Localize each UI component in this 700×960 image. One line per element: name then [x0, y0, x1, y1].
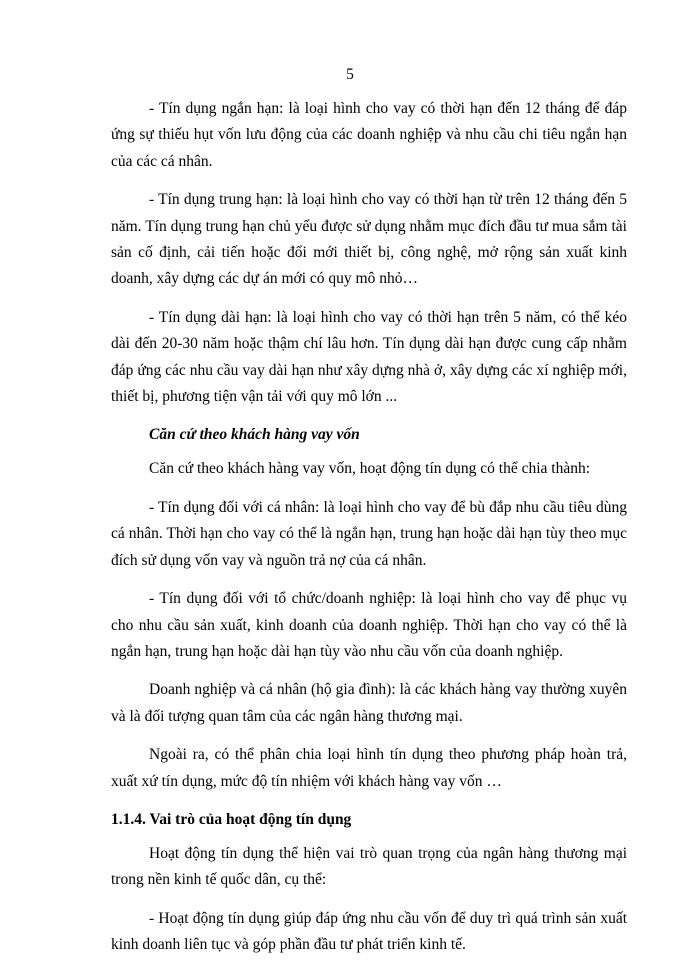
paragraph-medium-term-credit: - Tín dụng trung hạn: là loại hình cho vay có thời hạn từ trên 12 tháng đến 5 năm. Tín dụng trung hạn chủ yếu được sử dụng nhằm mục đích đầu tư mua sắm tài sản cố định, cải tiến hoặc đổi mới thiết bị, công nghệ, mở rộng sản xuất kinh doanh, xây dựng các dự án mới có quy mô nhỏ… — [111, 191, 627, 288]
paragraph-enterprise-credit: - Tín dụng đối với tổ chức/doanh nghiệp: là loại hình cho vay để phục vụ cho nhu cầu sản xuất, kinh doanh của doanh nghiệp. Thời hạn cho vay có thể là ngắn hạn, trung hạn hoặc dài hạn tùy vào nhu cầu vốn của doanh nghiệp. — [111, 590, 627, 660]
paragraph-short-term-credit: - Tín dụng ngắn hạn: là loại hình cho vay có thời hạn đến 12 tháng để đáp ứng sự thiếu hụt vốn lưu động của các doanh nghiệp và nhu cầu chi tiêu ngắn hạn của các cá nhân. — [111, 100, 627, 170]
paragraph-by-borrower-intro: Căn cứ theo khách hàng vay vốn, hoạt động tín dụng có thể chia thành: — [149, 460, 591, 478]
paragraph-other-classification: Ngoài ra, có thể phân chia loại hình tín dụng theo phương pháp hoàn trả, xuất xứ tín dụng, mức độ tín nhiệm với khách hàng vay vốn … — [111, 746, 627, 790]
subheading-by-borrower: Căn cứ theo khách hàng vay vốn — [149, 426, 360, 444]
page-number: 5 — [346, 66, 354, 83]
paragraph-individual-credit: - Tín dụng đối với cá nhân: là loại hình cho vay để bù đắp nhu cầu tiêu dùng cá nhân. Thời hạn cho vay có thể là ngắn hạn, trung hạn hoặc dài hạn tùy theo mục đích sử dụng vốn vay và nguồn trả nợ của cá nhân. — [111, 498, 627, 569]
section-heading-credit-role: 1.1.4. Vai trò của hoạt động tín dụng — [111, 810, 352, 828]
paragraph-credit-role-capital: - Hoạt động tín dụng giúp đáp ứng nhu cầu vốn để duy trì quá trình sản xuất kinh doanh liên tục và góp phần đầu tư phát triển kinh tế. — [111, 909, 627, 954]
paragraph-credit-role-intro: Hoạt động tín dụng thể hiện vai trò quan trọng của ngân hàng thương mại trong nền kinh tế quốc dân, cụ thể: — [111, 844, 627, 889]
paragraph-long-term-credit: - Tín dụng dài hạn: là loại hình cho vay có thời hạn trên 5 năm, có thể kéo dài đến 20-30 năm hoặc thậm chí lâu hơn. Tín dụng dài hạn được cung cấp nhằm đáp ứng các nhu cầu vay dài hạn như xây dựng nhà ở, xây dựng các xí nghiệp mới, thiết bị, phương tiện vận tải với quy mô lớn ... — [111, 308, 627, 406]
paragraph-regular-customers: Doanh nghiệp và cá nhân (hộ gia đình): là các khách hàng vay thường xuyên và là đối tượng quan tâm của các ngân hàng thương mại. — [111, 681, 627, 725]
document-body — [111, 96, 627, 959]
